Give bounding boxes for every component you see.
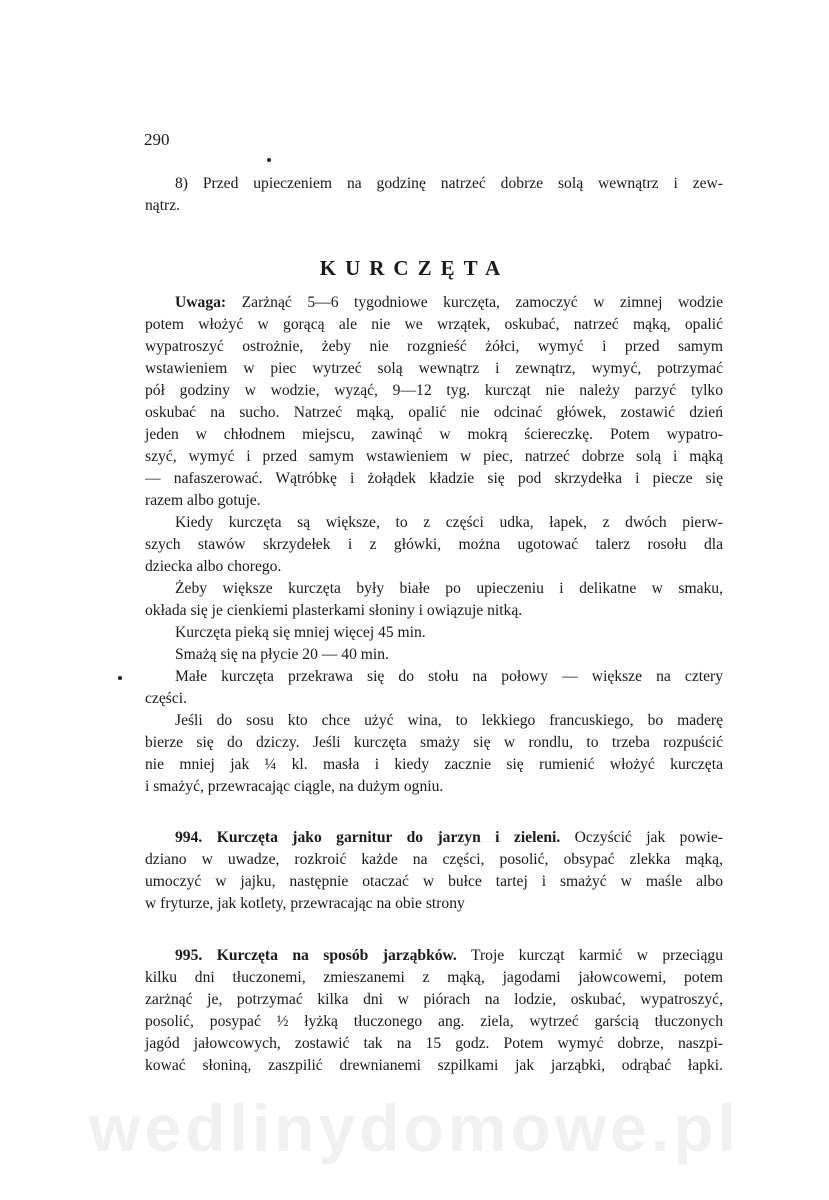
line-text: Kurczęta pieką się mniej więcej 45 min. xyxy=(175,624,426,641)
text-line xyxy=(175,293,723,313)
text-line xyxy=(145,850,723,870)
line-text: w fryturze, jak kotlety, przewracając na obie strony xyxy=(145,895,465,912)
text-line xyxy=(175,513,723,533)
line-text: nątrz. xyxy=(145,197,181,214)
line-text: Małe kurczęta przekrawa się do stołu na połowy — większe na cztery xyxy=(175,668,723,685)
line-text: Smażą się na płycie 20 — 40 min. xyxy=(175,646,389,663)
text-line xyxy=(175,711,723,731)
line-text: okłada się je cienkiemi plasterkami słoniny i owiązuje nitką. xyxy=(145,602,523,619)
section-title: KURCZĘTA xyxy=(319,256,510,280)
text-line xyxy=(145,733,723,753)
line-text: nie mniej jak ¼ kl. masła i kiedy zacznie się rumienić włożyć kurczęta xyxy=(145,756,723,773)
line-text: potem włożyć w gorącą ale nie we wrzątek, oskubać, natrzeć mąką, opalić xyxy=(145,316,723,333)
text-line xyxy=(145,315,723,335)
bold-lead: 994. Kurczęta jako garnitur do jarzyn i zieleni. xyxy=(175,829,561,846)
line-text: wstawieniem w piec wytrzeć solą wewnątrz i zewnątrz, wymyć, potrzymać xyxy=(145,360,723,377)
text-line xyxy=(175,579,723,599)
line-text: szyć, wymyć i przed samym wstawieniem w piec, natrzeć dobrze solą i mąką xyxy=(145,448,723,465)
line-text: razem albo gotuje. xyxy=(145,492,261,509)
text-line xyxy=(145,872,723,892)
line-text: 8) Przed upieczeniem na godzinę natrzeć dobrze solą wewnątrz i zew- xyxy=(175,175,723,192)
text-line xyxy=(145,337,723,357)
bold-lead: 995. Kurczęta na sposób jarząbków. xyxy=(175,947,457,964)
text-line xyxy=(175,645,723,665)
text-line xyxy=(145,557,723,577)
line-text: kilku dni tłuczonemi, zmieszanemi z mąką, jagodami jałowcowemi, potem xyxy=(145,969,723,986)
line-text: Jeśli do sosu kto chce użyć wina, to lekkiego francuskiego, bo maderę xyxy=(175,712,723,729)
line-text: szych stawów skrzydełek i z główki, można ugotować talerz rosołu dla xyxy=(145,536,723,553)
line-text: Kiedy kurczęta są większe, to z części udka, łapek, z dwóch pierw- xyxy=(175,514,723,531)
line-text: — nafaszerować. Wątróbkę i żołądek kładzie się pod skrzydełka i piecze się xyxy=(145,470,723,487)
text-line xyxy=(145,1034,723,1054)
line-text: części. xyxy=(145,690,187,707)
line-text: umoczyć w jajku, następnie otaczać w bułce tartej i smażyć w maśle albo xyxy=(145,873,723,890)
line-text: oskubać na sucho. Natrzeć mąką, opalić nie odcinać główek, zostawić dzień xyxy=(145,404,723,421)
page-number: 290 xyxy=(144,130,170,149)
line-text: zarżnąć je, potrzymać kilka dni w piórach na lodzie, oskubać, wypatroszyć, xyxy=(145,991,723,1008)
text-line xyxy=(145,601,723,621)
text-line xyxy=(145,425,723,445)
watermark: wedlinydomowe.pl xyxy=(89,1091,740,1165)
line-text: kować słoniną, zaszpilić drewnianemi szpilkami jak jarząbki, odrąbać łapki. xyxy=(145,1057,723,1074)
text-line xyxy=(145,1056,723,1076)
text-line xyxy=(145,968,723,988)
text-line xyxy=(145,359,723,379)
line-text: dziecka albo chorego. xyxy=(145,558,282,575)
line-text: Żeby większe kurczęta były białe po upieczeniu i delikatne w smaku, xyxy=(175,580,723,597)
line-text: i smażyć, przewracając ciągle, na dużym ogniu. xyxy=(145,778,444,795)
line-text: jeden w chłodnem miejscu, zawinąć w mokrą ściereczkę. Potem wypatro- xyxy=(145,426,723,443)
line-text: wypatroszyć ostrożnie, żeby nie rozgnieść żółci, wymyć i przed samym xyxy=(145,338,723,355)
text-line xyxy=(145,755,723,775)
line-text: dziano w uwadze, rozkroić każde na części, posolić, obsypać zlekka mąką, xyxy=(145,851,723,868)
line-text: posolić, posypać ½ łyżką tłuczonego ang. ziela, wytrzeć garścią tłuczonych xyxy=(145,1013,723,1030)
text-line xyxy=(145,689,723,709)
line-text: Troje kurcząt karmić w przeciągu xyxy=(456,947,723,964)
line-text: pół godziny w wodzie, wyząć, 9—12 tyg. kurcząt nie należy parzyć tylko xyxy=(145,382,723,399)
text-line xyxy=(145,196,723,216)
text-line xyxy=(145,777,723,797)
text-line xyxy=(175,946,723,966)
line-text: jagód jałowcowych, zostawić tak na 15 godz. Potem wymyć dobrze, naszpi- xyxy=(145,1035,723,1052)
text-line xyxy=(175,174,723,194)
text-line xyxy=(145,403,723,423)
text-line xyxy=(145,469,723,489)
text-line xyxy=(145,1012,723,1032)
bold-lead: Uwaga: xyxy=(175,294,227,311)
text-line xyxy=(175,667,723,687)
text-line xyxy=(145,491,723,511)
text-line xyxy=(145,894,723,914)
line-text: bierze się do dziczy. Jeśli kurczęta smaży się w rondlu, to trzeba rozpuścić xyxy=(145,734,723,751)
speck-mark xyxy=(267,158,271,162)
line-text: Zarżnąć 5—6 tygodniowe kurczęta, zamoczyć w zimnej wodzie xyxy=(226,294,723,311)
text-line xyxy=(145,990,723,1010)
text-line xyxy=(175,828,723,848)
line-text: Oczyścić jak powie- xyxy=(560,829,723,846)
text-line xyxy=(145,447,723,467)
text-line xyxy=(145,535,723,555)
text-line xyxy=(145,381,723,401)
text-line xyxy=(175,623,723,643)
speck-mark xyxy=(118,676,122,680)
